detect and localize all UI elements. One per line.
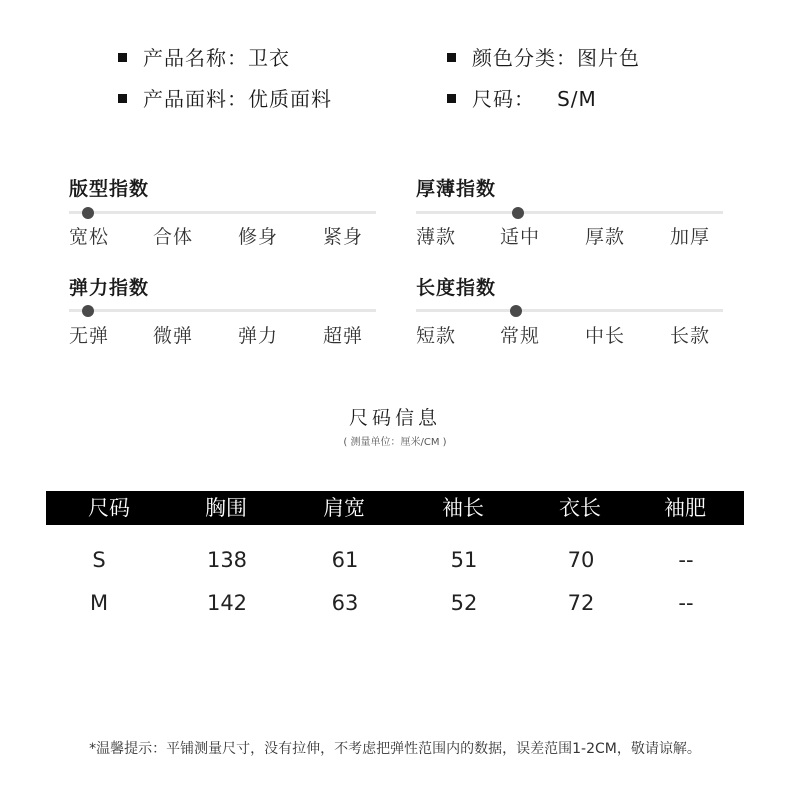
- length-option: 中长: [585, 325, 626, 347]
- product-name: 产品名称：卫衣: [143, 46, 290, 70]
- elasticity-option: 超弹: [323, 325, 364, 347]
- size-info-unit: ( 测量单位：厘米/CM ): [343, 437, 447, 448]
- size-table-header: [46, 491, 744, 525]
- size-info-title: 尺码信息: [348, 407, 441, 429]
- size-table-header-cell: 衣长: [559, 496, 601, 520]
- product-name-row: [118, 46, 290, 70]
- thickness-option: 薄款: [416, 226, 457, 248]
- product-fabric: 产品面料：优质面料: [143, 87, 332, 111]
- table-cell: S: [92, 548, 106, 572]
- fit-index-indicator: [82, 207, 94, 219]
- size-table-header-cell: 尺码: [88, 496, 130, 520]
- size-table-header-cell: 肩宽: [323, 496, 365, 520]
- table-cell: M: [89, 591, 109, 615]
- table-cell: --: [678, 591, 694, 615]
- length-index-title: 长度指数: [416, 277, 497, 299]
- length-index-indicator: [510, 305, 522, 317]
- thickness-option: 厚款: [585, 226, 626, 248]
- fit-option: 宽松: [69, 226, 110, 248]
- thickness-option: 加厚: [670, 226, 711, 248]
- product-size-row: [447, 87, 597, 111]
- elasticity-option: 弹力: [238, 325, 279, 347]
- thickness-index-scale: [416, 211, 723, 214]
- product-color-row: [447, 46, 640, 70]
- table-cell: 52: [450, 591, 478, 615]
- size-table-header-cell: 胸围: [205, 496, 247, 520]
- product-fabric-row: [118, 87, 332, 111]
- product-color: 颜色分类：图片色: [472, 46, 640, 70]
- square-bullet-icon: [447, 53, 456, 62]
- square-bullet-icon: [447, 94, 456, 103]
- fit-option: 修身: [238, 226, 279, 248]
- size-table-header-cell: 袖肥: [664, 496, 706, 520]
- elasticity-index-scale: [69, 309, 376, 312]
- square-bullet-icon: [118, 53, 127, 62]
- table-cell: --: [678, 548, 694, 572]
- square-bullet-icon: [118, 94, 127, 103]
- elasticity-index-indicator: [82, 305, 94, 317]
- table-cell: 70: [567, 548, 595, 572]
- fit-option: 紧身: [323, 226, 364, 248]
- fit-index-title: 版型指数: [69, 178, 150, 200]
- table-cell: 51: [450, 548, 478, 572]
- fit-index-scale: [69, 211, 376, 214]
- fit-option: 合体: [153, 226, 194, 248]
- table-cell: 61: [331, 548, 359, 572]
- elasticity-index-title: 弹力指数: [69, 277, 150, 299]
- table-cell: 138: [206, 548, 248, 572]
- elasticity-option: 微弹: [153, 325, 194, 347]
- table-cell: 72: [567, 591, 595, 615]
- table-cell: 63: [331, 591, 359, 615]
- table-cell: 142: [206, 591, 248, 615]
- elasticity-option: 无弹: [69, 325, 110, 347]
- thickness-option: 适中: [500, 226, 541, 248]
- length-option: 长款: [670, 325, 711, 347]
- footer-note: *温馨提示：平铺测量尺寸，没有拉伸，不考虑把弹性范围内的数据，误差范围1-2CM，敬请谅解。: [89, 741, 701, 757]
- thickness-index-title: 厚薄指数: [416, 178, 497, 200]
- length-option: 短款: [416, 325, 457, 347]
- length-index-scale: [416, 309, 723, 312]
- size-table-header-cell: 袖长: [442, 496, 484, 520]
- thickness-index-indicator: [512, 207, 524, 219]
- length-option: 常规: [500, 325, 541, 347]
- product-size: 尺码： S/M: [472, 87, 597, 111]
